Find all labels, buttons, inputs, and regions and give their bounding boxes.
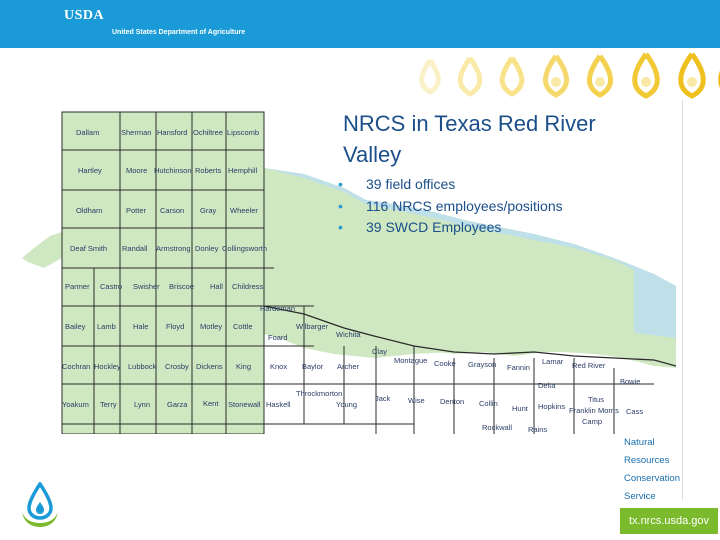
- county-label: Lipscomb: [227, 128, 260, 137]
- county-label: Jack: [375, 394, 391, 403]
- county-label: King: [236, 362, 252, 371]
- divider-line: [682, 100, 683, 500]
- county-label: Dallam: [76, 128, 100, 137]
- county-label: Moore: [126, 166, 148, 175]
- county-label: Clay: [372, 347, 388, 356]
- county-label: Yoakum: [62, 400, 89, 409]
- county-label: Hansford: [157, 128, 188, 137]
- county-label: Childress: [232, 282, 264, 291]
- county-label: Floyd: [166, 322, 185, 331]
- county-label: Wichita: [336, 330, 361, 339]
- county-label: Kent: [203, 399, 219, 408]
- bullet-item: • 39 SWCD Employees: [336, 217, 563, 239]
- county-label: Denton: [440, 397, 465, 406]
- county-label: Hockley: [94, 362, 121, 371]
- county-label: Stonewall: [228, 400, 261, 409]
- agency-line: Service: [624, 491, 656, 502]
- county-label: Rains: [528, 425, 548, 434]
- county-label: Hutchinson: [154, 166, 192, 175]
- agency-name: [624, 434, 680, 506]
- county-label: Hopkins: [538, 402, 566, 411]
- county-label: Montague: [394, 356, 428, 365]
- county-label: Hall: [210, 282, 223, 291]
- agency-line: Resources: [624, 455, 670, 466]
- bullet-list: [336, 174, 563, 239]
- header-bar: [0, 0, 720, 48]
- county-label: Swisher: [133, 282, 160, 291]
- county-label: Lamar: [542, 357, 564, 366]
- county-label: Lamb: [97, 322, 116, 331]
- county-label: Dickens: [196, 362, 223, 371]
- agency-line: Natural: [624, 437, 655, 448]
- county-label: Hunt: [512, 404, 528, 413]
- usda-logo: USDA: [64, 8, 105, 23]
- county-label: Rockwall: [482, 423, 513, 432]
- county-label: Hardeman: [260, 304, 296, 313]
- agency-line: Conservation: [624, 473, 680, 484]
- county-label: Crosby: [165, 362, 189, 371]
- nrcs-drop-icon: [18, 482, 62, 528]
- county-label: Titus: [588, 395, 604, 404]
- county-label: Morris: [598, 406, 619, 415]
- bullet-item: • 116 NRCS employees/positions: [336, 196, 563, 218]
- county-label: Foard: [268, 333, 288, 342]
- county-label: Bailey: [65, 322, 86, 331]
- county-label: Wheeler: [230, 206, 258, 215]
- county-label: Collin: [479, 399, 498, 408]
- water-drops-icon: [410, 50, 720, 100]
- county-label: Deaf Smith: [70, 244, 108, 253]
- county-label: Ochiltree: [193, 128, 224, 137]
- county-label: Gray: [200, 206, 217, 215]
- county-label: Haskell: [266, 400, 291, 409]
- county-label: Hemphill: [228, 166, 258, 175]
- county-label: Roberts: [195, 166, 222, 175]
- county-label: Carson: [160, 206, 185, 215]
- county-label: Oldham: [76, 206, 103, 215]
- county-label: Cottle: [233, 322, 253, 331]
- county-label: Knox: [270, 362, 288, 371]
- website-url[interactable]: tx.nrcs.usda.gov: [620, 508, 718, 534]
- county-label: Parmer: [65, 282, 90, 291]
- county-label: Sherman: [121, 128, 152, 137]
- county-label: Red River: [572, 361, 606, 370]
- county-label: Baylor: [302, 362, 324, 371]
- county-label: Camp: [582, 417, 603, 426]
- county-label: Wise: [408, 396, 425, 405]
- county-label: Cochran: [62, 362, 91, 371]
- county-label: Randall: [122, 244, 148, 253]
- county-label: Delta: [538, 381, 556, 390]
- county-label: Fannin: [507, 363, 530, 372]
- county-label: Collingsworth: [222, 244, 268, 253]
- county-label: Terry: [100, 400, 117, 409]
- county-label: Archer: [337, 362, 360, 371]
- county-label: Bowie: [620, 377, 641, 386]
- county-label: Throckmorton: [296, 389, 343, 398]
- county-label: Armstrong: [156, 244, 191, 253]
- county-label: Garza: [167, 400, 188, 409]
- county-label: Cass: [626, 407, 644, 416]
- county-label: Lubbock: [128, 362, 157, 371]
- county-label: Lynn: [134, 400, 150, 409]
- county-label: Briscoe: [169, 282, 195, 291]
- department-name: United States Department of Agriculture: [112, 29, 246, 36]
- county-label: Hale: [133, 322, 149, 331]
- bullet-item: • 39 field offices: [336, 174, 563, 196]
- county-label: Franklin: [569, 406, 596, 415]
- county-label: Grayson: [468, 360, 497, 369]
- county-label: Young: [336, 400, 357, 409]
- county-label: Castro: [100, 282, 123, 291]
- county-label: Motley: [200, 322, 223, 331]
- county-label: Cooke: [434, 359, 456, 368]
- slide-title: NRCS in Texas Red River Valley: [343, 111, 596, 167]
- county-label: Hartley: [78, 166, 102, 175]
- county-label: Potter: [126, 206, 147, 215]
- county-label: Wilbarger: [296, 322, 329, 331]
- county-label: Donley: [195, 244, 219, 253]
